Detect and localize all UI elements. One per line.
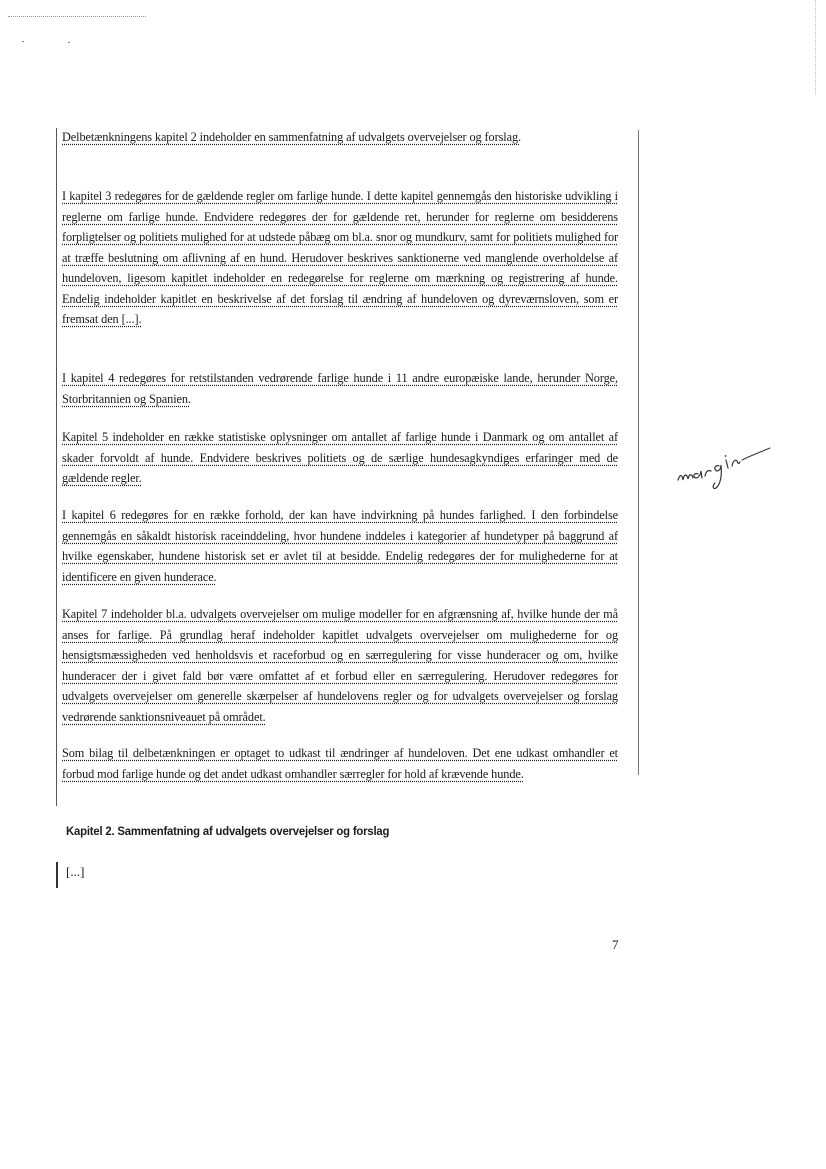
page-number: 7 <box>612 937 619 952</box>
left-margin-change-bar <box>56 128 57 806</box>
handwritten-margin-note <box>674 440 774 500</box>
paragraph-chapter-7: Kapitel 7 indeholder bl.a. udvalgets overvejelser om mulige modeller for en afgrænsning af, hvilke hunde der må anses for farlige. På grundlag heraf indeholder kapitlet udvalgets overvejelser om mulighederne for og hensigtsmæssigheden ved henholdsvis et raceforbud og en særregulering for visse hunderacer og om, hvilke hunderacer der i givet fald bør være omfattet af et forbud eller en særregulering. Herudover redegøres for udvalgets overvejelser om generelle skærpelser af hundelovens regler og for udvalgets overvejelser og forslag vedrørende sanktionsniveauet på området. <box>62 607 618 724</box>
paragraph-chapter-5: Kapitel 5 indeholder en række statistiske oplysninger om antallet af farlige hunde i Danmark og om antallet af skader forvoldt af hunde. Endvidere beskrives politiets og de særlige hundesagkyndiges erfaringer med de gældende regler. <box>62 430 618 485</box>
section-heading: Kapitel 2. Sammenfatning af udvalgets overvejelser og forslag <box>66 824 390 838</box>
scan-artifact-right <box>815 0 817 95</box>
paragraph-chapter-3: I kapitel 3 redegøres for de gældende regler om farlige hunde. I dette kapitel gennemgås den historiske udvikling i reglerne om farlige hunde. Endvidere redegøres der for gældende ret, herunder for reglerne om besidderens forpligtelser og politiets mulighed for at udstede påbæg om bl.a. snor og mundkurv, samt for politiets mulighed for at træffe beslutning om aflivning af en hund. Herudover beskrives sanktionerne ved manglende overholdelse af hundeloven, ligesom kapitlet indeholder en redegørelse for reglerne om mærkning og registrering af hunde. Endelig indeholder kapitlet en beskrivelse af det forslag til ændring af hundeloven og dyreværnsloven, som er fremsat den [...]. <box>62 189 618 326</box>
scan-speck <box>68 42 70 43</box>
paragraph-chapter-2: Delbetænkningens kapitel 2 indeholder en sammenfatning af udvalgets overvejelser og forslag. <box>62 130 521 144</box>
paragraph-chapter-4: I kapitel 4 redegøres for retstilstanden vedrørende farlige hunde i 11 andre europæiske lande, herunder Norge, Storbritannien og Spanien. <box>62 371 618 406</box>
scan-artifact-top <box>8 16 146 18</box>
right-margin-line <box>638 130 639 775</box>
scan-speck <box>22 41 24 42</box>
paragraph-appendix: Som bilag til delbetænkningen er optaget to udkast til ændringer af hundeloven. Det ene udkast omhandler et forbud mod farlige hunde og det andet udkast omhandler særregler for hold af krævende hunde. <box>62 746 618 781</box>
omitted-text-marker: [...] <box>66 864 85 879</box>
change-bar-mark <box>56 862 58 888</box>
paragraph-chapter-6: I kapitel 6 redegøres for en række forhold, der kan have indvirkning på hundes farlighed. I den forbindelse gennemgås en såkaldt historisk raceinddeling, hvor hundene inddeles i kategorier af hundetyper på baggrund af hvilke egenskaber, hundene historisk set er avlet til at besidde. Endelig redegøres der for mulighederne for at identificere en given hunderace. <box>62 508 618 584</box>
